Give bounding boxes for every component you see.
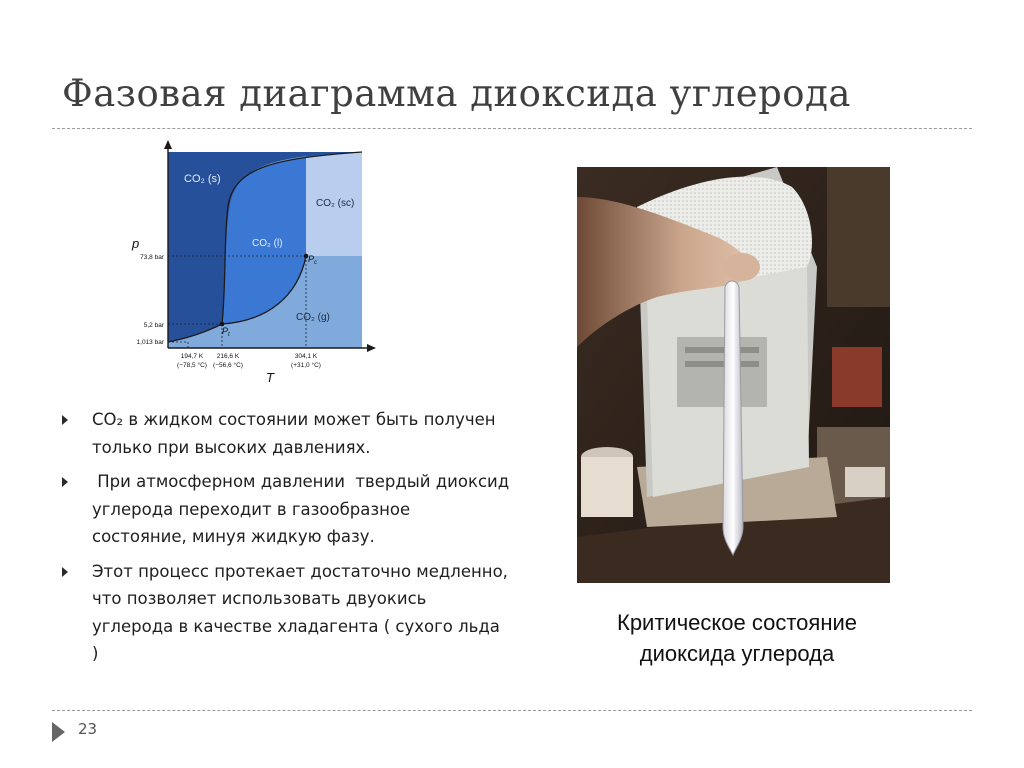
page-number: 23 (78, 720, 98, 738)
bullet-item (60, 468, 515, 551)
bullet-text: CO₂ в жидком состоянии может быть получен только при высоких давлениях. (92, 410, 496, 457)
bullet-item (60, 558, 510, 668)
bullet-arrow-icon (62, 477, 68, 487)
title-divider (52, 128, 972, 129)
photo-caption: Критическое состояние диоксида углерода (617, 610, 857, 666)
pressure-tick: 1,013 bar (136, 339, 164, 346)
triple-point-label: $P_t$ (222, 326, 230, 338)
temperature-tick: (−78,5 °C) (177, 362, 207, 369)
temperature-axis-label: T (266, 370, 274, 385)
gas-label: CO₂ (g) (296, 312, 330, 323)
bullet-arrow-icon (62, 567, 68, 577)
temperature-tick: 216,6 K (216, 353, 240, 360)
slide-nav-arrow-icon (52, 722, 65, 742)
temperature-tick: (+31,0 °C) (291, 362, 321, 369)
solid-label: CO₂ (s) (184, 173, 221, 185)
footer-divider (52, 710, 972, 711)
liquid-label: CO₂ (l) (252, 238, 283, 249)
bullet-list (60, 406, 515, 675)
pressure-tick: 73,8 bar (140, 254, 164, 261)
critical-point-label: $P_c$ (308, 254, 318, 266)
pressure-tick: 5,2 bar (143, 322, 164, 329)
bullet-text: Этот процесс протекает достаточно медленно, что позволяет использовать двуокись углерода в качестве хладагента ( сухого льда ) (92, 561, 508, 663)
slide-title: Фазовая диаграмма диоксида углерода (62, 72, 851, 115)
critical-state-photo (577, 167, 890, 583)
temperature-tick: 304,1 K (294, 353, 318, 360)
temperature-tick: (−56,6 °C) (213, 362, 243, 369)
supercritical-label: CO₂ (sc) (316, 198, 355, 209)
temperature-tick: 194,7 K (180, 353, 204, 360)
bullet-text: При атмосферном давлении твердый диоксид углерода переходит в газообразное состояние, минуя жидкую фазу. (92, 472, 515, 546)
bullet-arrow-icon (62, 415, 68, 425)
pressure-axis-label: p (132, 236, 140, 251)
bullet-item (60, 406, 510, 461)
phase-diagram (118, 136, 388, 386)
